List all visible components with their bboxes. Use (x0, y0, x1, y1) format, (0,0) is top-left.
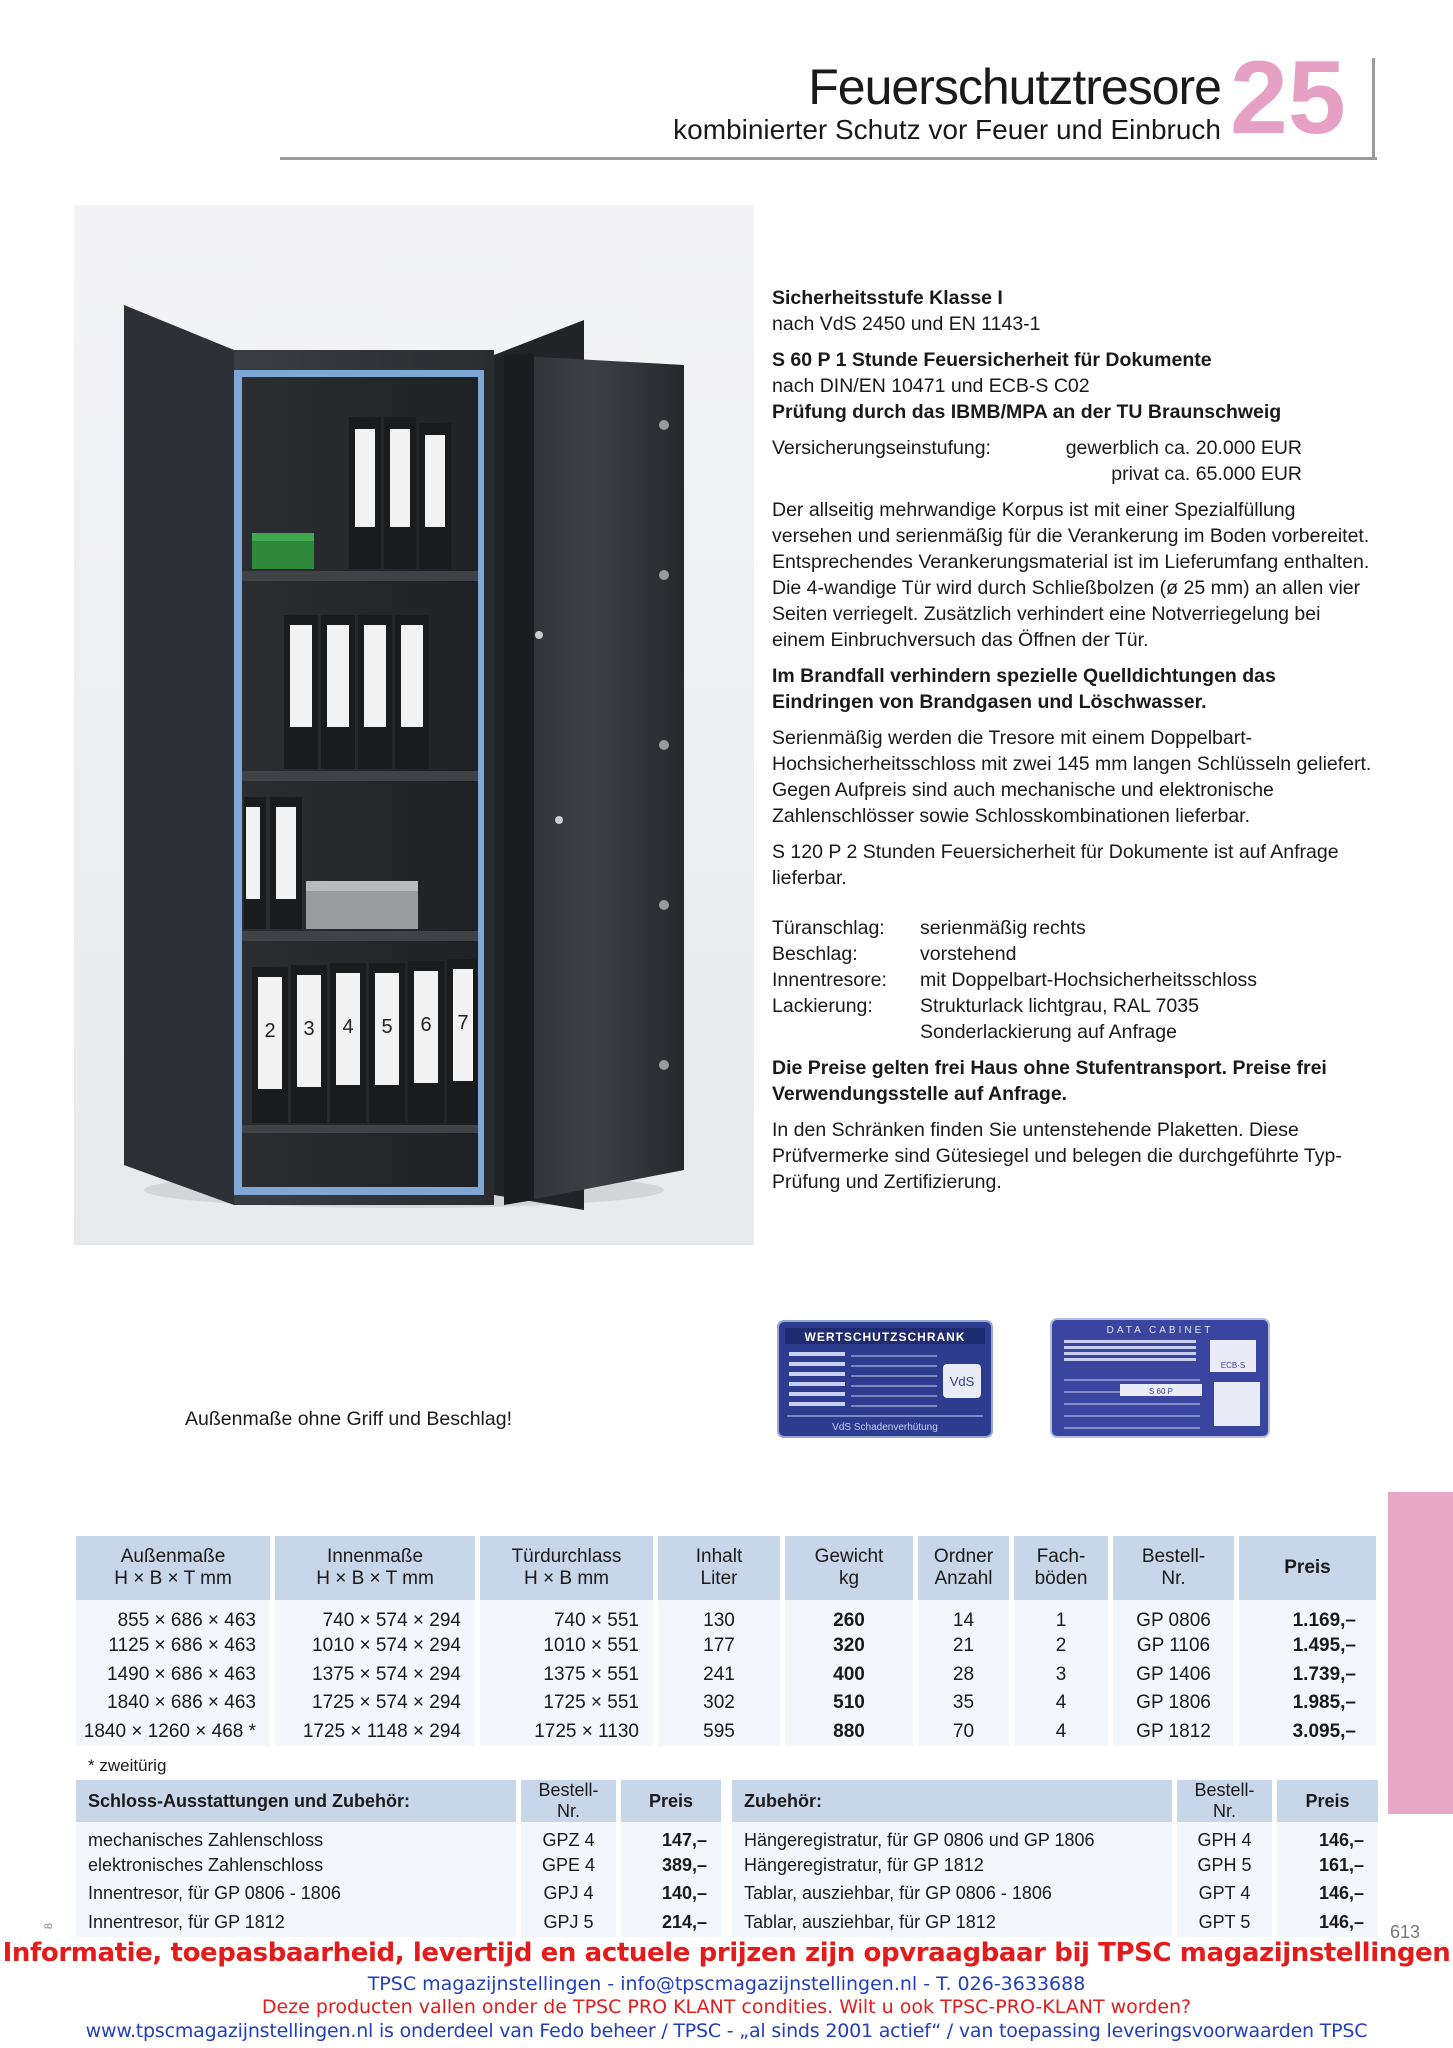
locks-table (76, 1780, 721, 1937)
banner-contact-line[interactable]: TPSC magazijnstellingen - info@tpscmagazijnstellingen.nl - T. 026-3633688 (367, 1973, 1086, 1995)
banner-pro-client-line: Deze producten vallen onder de TPSC PRO KLANT condities. Wilt u ook TPSC-PRO-KLANT worden? (261, 1996, 1192, 2018)
insurance-commercial: gewerblich ca. 20.000 EUR (1065, 437, 1302, 459)
insurance-label: Versicherungseinstufung: (772, 437, 991, 459)
col-order-number: Bestell-Nr. (1172, 1780, 1272, 1822)
col-binders: Ordner Anzahl (913, 1536, 1009, 1600)
table-row: 1840 × 1260 × 468 * 1725 × 1148 × 294 1725 × 1130 595 880 70 4 GP 1812 3.095,– (76, 1718, 1376, 1747)
col-volume: Inhalt Liter (653, 1536, 780, 1600)
col-order-number: Bestell-Nr. (516, 1780, 616, 1822)
col-accessory-description: Zubehör: (732, 1780, 1172, 1822)
pricing-note: Die Preise gelten frei Haus ohne Stufentransport. Preise frei Verwendungsstelle auf Anfrage. (772, 1057, 1327, 1105)
col-price: Preis (1272, 1780, 1378, 1822)
fire-rating-norm: nach DIN/EN 10471 und ECB-S C02 (772, 375, 1090, 397)
col-inner-dimensions: Innenmaße H × B × T mm (270, 1536, 475, 1600)
product-photo (74, 205, 754, 1245)
table-row: 1125 × 686 × 463 1010 × 574 × 294 1010 × 551 177 320 21 2 GP 1106 1.495,– (76, 1632, 1376, 1661)
ecb-plate (1050, 1318, 1270, 1438)
lock-text: Serienmäßig werden die Tresore mit einem Doppelbart-Hochsicherheitsschloss mit zwei 145 mm langen Schlüsseln geliefert. Gegen Aufpreis sind auch mechanische und elektronische Zahlenschlösser sowie Schlosskombinationen lieferbar. (772, 727, 1372, 827)
spec-list (772, 915, 1372, 1045)
binder-label: 2 (264, 1020, 276, 1042)
fire-safe-illustration (74, 205, 754, 1245)
banner-website-line[interactable]: www.tpscmagazijnstellingen.nl is onderdeel van Fedo beheer / TPSC - „al sinds 2001 actief“ / van toepassing leveringsvoorwaarden TPSC (85, 2020, 1368, 2042)
table-header-row (76, 1536, 1376, 1600)
col-price: Preis (1234, 1536, 1376, 1600)
table-row: Tablar, ausziehbar, für GP 0806 - 1806 GPT 4 146,– (732, 1880, 1378, 1909)
vds-plate (777, 1320, 993, 1438)
safe-models-table (76, 1536, 1376, 1746)
chapter-number: 25 (1230, 40, 1346, 156)
product-description (772, 285, 1372, 1205)
construction-text: Der allseitig mehrwandige Korpus ist mit einer Spezialfüllung versehen und serienmäßig für die Verankerung im Boden vorbereitet. Entsprechendes Verankerungsmaterial ist im Lieferumfang enthalten. Die 4-wandige Tür wird durch Schließbolzen (ø 25 mm) an allen vier Seiten verriegelt. Zusätzlich verhindert eine Notverriegelung bei einem Einbruchversuch das Öffnen der Tür. (772, 499, 1370, 651)
table-header-row (732, 1780, 1378, 1822)
col-order-number: Bestell- Nr. (1108, 1536, 1234, 1600)
header-vertical-rule (1372, 58, 1375, 158)
table-row: Hängeregistratur, für GP 1812 GPH 5 161,– (732, 1851, 1378, 1880)
table-row: Innentresor, für GP 0806 - 1806 GPJ 4 140,– (76, 1880, 721, 1909)
page-subtitle: kombinierter Schutz vor Feuer und Einbruch (673, 114, 1221, 145)
table-row: mechanisches Zahlenschloss GPZ 4 147,– (76, 1822, 721, 1851)
col-door-opening: Türdurchlass H × B mm (475, 1536, 653, 1600)
dimension-note: Außenmaße ohne Griff und Beschlag! (185, 1408, 512, 1430)
col-outer-dimensions: Außenmaße H × B × T mm (76, 1536, 270, 1600)
table-footnote: * zweitürig (88, 1756, 167, 1775)
side-page-marker: 8 (43, 1922, 56, 1930)
table-row: Innentresor, für GP 1812 GPJ 5 214,– (76, 1908, 721, 1937)
binder-label: 7 (457, 1012, 469, 1034)
spec-row: Beschlag: vorstehend (772, 943, 1017, 965)
page-title: Feuerschutztresore (808, 59, 1221, 115)
header-rule (280, 157, 1377, 160)
table-row: 1840 × 686 × 463 1725 × 574 × 294 1725 × 551 302 510 35 4 GP 1806 1.985,– (76, 1689, 1376, 1718)
testing-authority: Prüfung durch das IBMB/MPA an der TU Braunschweig (772, 401, 1282, 423)
spec-row: Sonderlackierung auf Anfrage (920, 1021, 1177, 1043)
ecb-plate-value: S 60 P (1148, 1387, 1174, 1396)
col-lock-description: Schloss-Ausstattungen und Zubehör: (76, 1780, 516, 1822)
table-row: Tablar, ausziehbar, für GP 1812 GPT 5 146,– (732, 1908, 1378, 1937)
page-number: 613 (1390, 1922, 1421, 1942)
vds-badge: VdS (949, 1374, 975, 1389)
fire-seal-text: Im Brandfall verhindern spezielle Quelldichtungen das Eindringen von Brandgasen und Löschwasser. (772, 665, 1276, 713)
table-row: 855 × 686 × 463 740 × 574 × 294 740 × 551 130 260 14 1 GP 0806 1.169,– (76, 1600, 1376, 1632)
binder-label: 4 (342, 1016, 354, 1038)
binder-label: 5 (381, 1016, 393, 1038)
vds-plate-title: WERTSCHUTZSCHRANK (804, 1330, 966, 1344)
security-level-heading: Sicherheitsstufe Klasse I (772, 287, 1003, 309)
col-weight: Gewicht kg (780, 1536, 913, 1600)
ecb-plate-title: DATA CABINET (1106, 1325, 1214, 1336)
plates-text: In den Schränken finden Sie untenstehende Plaketten. Diese Prüfvermerke sind Gütesiegel und belegen die durchgeführte Typ-Prüfung und Zertifizierung. (772, 1119, 1342, 1193)
fire-rating-heading: S 60 P 1 Stunde Feuersicherheit für Dokumente (772, 349, 1212, 371)
accessories-table (732, 1780, 1378, 1937)
spec-row: Lackierung: Strukturlack lichtgrau, RAL 7035 (772, 995, 1199, 1017)
banner-info-line: Informatie, toepasbaarheid, levertijd en actuele prijzen zijn opvraagbaar bij TPSC magazijnstellingen (2, 1938, 1451, 1968)
col-shelves: Fach- böden (1009, 1536, 1108, 1600)
table-row: elektronisches Zahlenschloss GPE 4 389,– (76, 1851, 721, 1880)
spec-row: Innentresore: mit Doppelbart-Hochsicherheitsschloss (772, 969, 1258, 991)
table-header-row (76, 1780, 721, 1822)
binder-label: 3 (303, 1018, 315, 1040)
binder-label: 6 (420, 1014, 432, 1036)
chapter-side-tab (1388, 1492, 1453, 1814)
s120-text: S 120 P 2 Stunden Feuersicherheit für Dokumente ist auf Anfrage lieferbar. (772, 841, 1339, 889)
vds-plate-footer: VdS Schadenverhütung (832, 1422, 938, 1433)
table-row: Hängeregistratur, für GP 0806 und GP 1806 GPH 4 146,– (732, 1822, 1378, 1851)
table-row: 1490 × 686 × 463 1375 × 574 × 294 1375 × 551 241 400 28 3 GP 1406 1.739,– (76, 1661, 1376, 1690)
security-level-norm: nach VdS 2450 und EN 1143-1 (772, 313, 1041, 335)
col-price: Preis (616, 1780, 721, 1822)
insurance-private: privat ca. 65.000 EUR (1111, 463, 1302, 485)
spec-row: Türanschlag: serienmäßig rechts (772, 917, 1086, 939)
ecb-badge: ECB·S (1220, 1361, 1246, 1370)
